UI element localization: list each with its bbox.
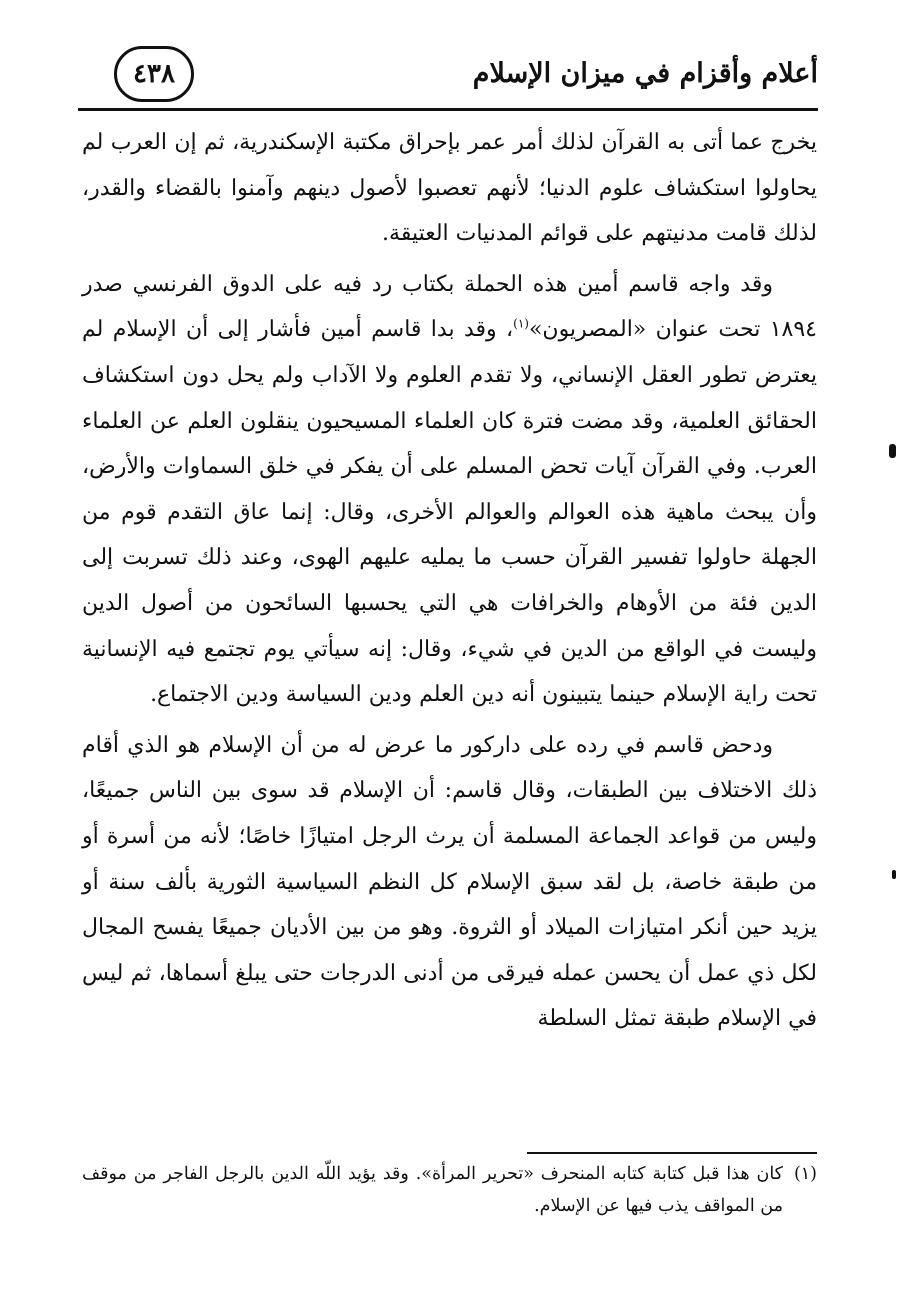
header-rule	[78, 108, 818, 111]
margin-mark	[889, 444, 896, 458]
body-text	[82, 120, 817, 1047]
paragraph-1: يخرج عما أتى به القرآن لذلك أمر عمر بإحراق مكتبة الإسكندرية، ثم إن العرب لم يحاولوا استكشاف علوم الدنيا؛ لأنهم تعصبوا لأصول دينهم وآمنوا بالقضاء والقدر، لذلك قامت مدنيتهم على قوائم المدنيات العتيقة.	[82, 130, 817, 247]
page-number: ٤٣٨	[133, 59, 175, 89]
paragraph-2-start: وقد واجه قاسم أمين هذه الحملة بكتاب رد فيه على الدوق الفرنسي صدر ١٨٩٤ تحت عنوان «المصريون»	[82, 271, 817, 343]
page-number-badge	[114, 46, 194, 102]
footnote-reference[interactable]: (١)	[513, 317, 529, 332]
footnote-1	[82, 1158, 817, 1222]
margin-mark	[892, 870, 896, 879]
paragraph-3: ودحض قاسم في رده على داركور ما عرض له من أن الإسلام هو الذي أقام ذلك الاختلاف بين الطبقات، وقال قاسم: أن الإسلام قد سوى بين الناس جميعًا، وليس من قواعد الجماعة المسلمة أن يرث الرجل امتيازًا خاصًا؛ لأنه من أسرة أو من طبقة خاصة، بل لقد سبق الإسلام كل النظم السياسية الثورية بألف سنة أو يزيد حين أنكر امتيازات الميلاد أو الثروة. وهو من بين الأديان جميعًا يفسح المجال لكل ذي عمل أن يحسن عمله فيرقى من أدنى الدرجات حتى يبلغ أسماها، ثم ليس في الإسلام طبقة تمثل السلطة	[82, 732, 817, 1032]
footnotes	[82, 1158, 817, 1222]
running-title: أعلام وأقزام في ميزان الإسلام	[472, 58, 818, 89]
footnote-marker: (١)	[793, 1164, 817, 1184]
paragraph-2	[82, 262, 817, 718]
footnote-separator	[527, 1152, 817, 1154]
paragraph-2-rest: ، وقد بدا قاسم أمين فأشار إلى أن الإسلام لم يعترض تطور العقل الإنساني، ولا تقدم العلوم ولا الآداب ولم يحل دون استكشاف الحقائق العلمية، وقد مضت فترة كان العلماء المسيحيون ينقلون العلم عن العلماء العرب. وفي القرآن آيات تحض المسلم على أن يفكر في خلق السماوات والأرض، وأن يبحث ماهية هذه العوالم والعوالم الأخرى، وقال: إنما عاق التقدم قوم من الجهلة حاولوا تفسير القرآن حسب ما يمليه عليهم الهوى، وعند ذلك تسربت إلى الدين فئة من الأوهام والخرافات هي التي يحسبها السائحون من أصول الدين وليست في الواقع من الدين في شيء، وقال: إنه سيأتي يوم تجتمع فيه الإنسانية تحت راية الإسلام حينما يتبينون أنه دين العلم ودين السياسة ودين الاجتماع.	[82, 317, 817, 708]
footnote-text: كان هذا قبل كتابة كتابه المنحرف «تحرير المرأة». وقد يؤيد اللّه الدين بالرجل الفاجر من موقف من المواقف يذب فيها عن الإسلام.	[82, 1164, 783, 1216]
page-header	[78, 40, 818, 112]
